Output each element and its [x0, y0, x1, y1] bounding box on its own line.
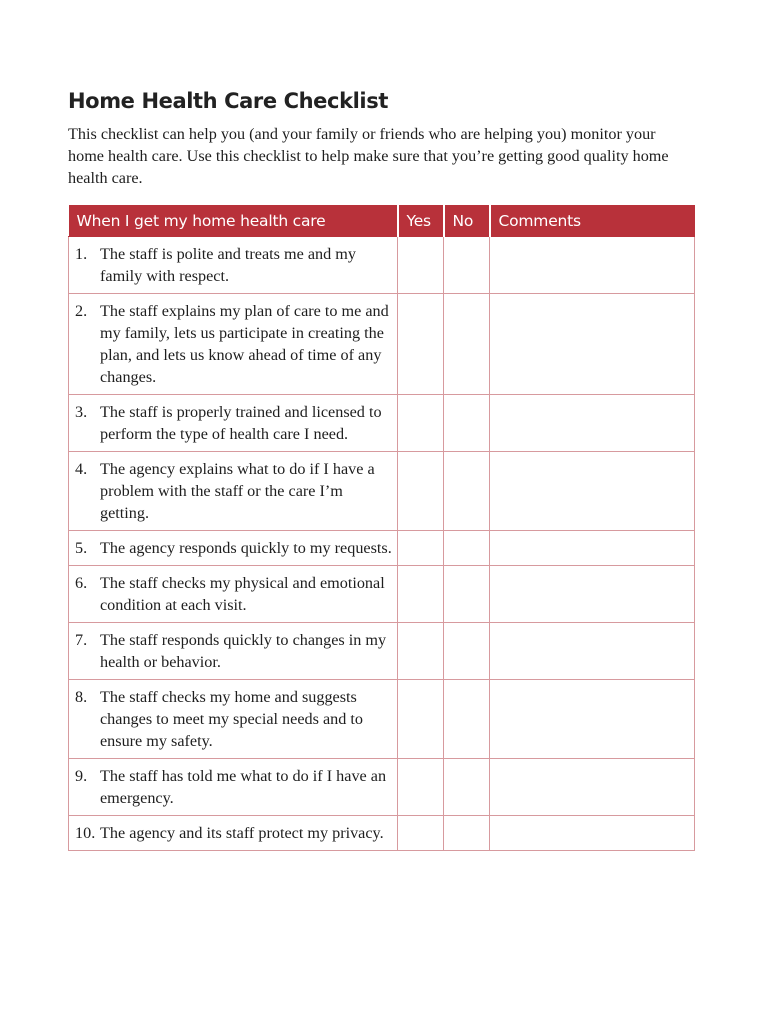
item-text: The staff has told me what to do if I have an emergency. — [100, 767, 387, 807]
item-cell — [69, 395, 398, 452]
item-cell — [69, 452, 398, 531]
no-checkbox-cell[interactable] — [444, 816, 490, 851]
yes-checkbox-cell[interactable] — [398, 680, 444, 759]
yes-checkbox-cell[interactable] — [398, 759, 444, 816]
item-number: 2. — [75, 302, 88, 320]
header-no: No — [444, 205, 490, 237]
yes-checkbox-cell[interactable] — [398, 452, 444, 531]
item-cell — [69, 237, 398, 294]
table-row — [69, 294, 695, 395]
no-checkbox-cell[interactable] — [444, 294, 490, 395]
comment-field[interactable] — [490, 623, 695, 680]
no-checkbox-cell[interactable] — [444, 395, 490, 452]
checklist-body — [69, 237, 695, 851]
comment-field[interactable] — [490, 395, 695, 452]
header-comments: Comments — [490, 205, 695, 237]
comment-field[interactable] — [490, 566, 695, 623]
table-row — [69, 680, 695, 759]
item-text: The agency explains what to do if I have a problem with the staff or the care I’m getting. — [100, 460, 375, 522]
item-number: 4. — [75, 460, 88, 478]
item-cell — [69, 816, 398, 851]
table-row — [69, 395, 695, 452]
comment-field[interactable] — [490, 294, 695, 395]
table-row — [69, 531, 695, 566]
checklist-table — [68, 205, 695, 851]
table-row — [69, 566, 695, 623]
yes-checkbox-cell[interactable] — [398, 237, 444, 294]
item-text: The agency and its staff protect my privacy. — [100, 824, 384, 842]
yes-checkbox-cell[interactable] — [398, 566, 444, 623]
no-checkbox-cell[interactable] — [444, 452, 490, 531]
no-checkbox-cell[interactable] — [444, 623, 490, 680]
document-title: Home Health Care Checklist — [68, 89, 388, 113]
item-cell — [69, 531, 398, 566]
table-row — [69, 623, 695, 680]
comment-field[interactable] — [490, 816, 695, 851]
item-number: 1. — [75, 245, 88, 263]
yes-checkbox-cell[interactable] — [398, 395, 444, 452]
header-yes: Yes — [398, 205, 444, 237]
comment-field[interactable] — [490, 759, 695, 816]
comment-field[interactable] — [490, 452, 695, 531]
item-number: 6. — [75, 574, 88, 592]
item-number: 5. — [75, 539, 88, 557]
yes-checkbox-cell[interactable] — [398, 531, 444, 566]
yes-checkbox-cell[interactable] — [398, 816, 444, 851]
item-text: The staff is polite and treats me and my family with respect. — [100, 245, 356, 285]
item-text: The staff checks my physical and emotional condition at each visit. — [100, 574, 385, 614]
yes-checkbox-cell[interactable] — [398, 623, 444, 680]
table-header-row — [69, 205, 695, 237]
no-checkbox-cell[interactable] — [444, 531, 490, 566]
no-checkbox-cell[interactable] — [444, 680, 490, 759]
header-item: When I get my home health care — [69, 205, 398, 237]
no-checkbox-cell[interactable] — [444, 566, 490, 623]
item-text: The staff responds quickly to changes in my health or behavior. — [100, 631, 387, 671]
comment-field[interactable] — [490, 237, 695, 294]
item-text: The staff is properly trained and licensed to perform the type of health care I need. — [100, 403, 382, 443]
item-number: 8. — [75, 688, 88, 706]
table-row — [69, 452, 695, 531]
item-number: 10. — [75, 824, 96, 842]
table-row — [69, 759, 695, 816]
no-checkbox-cell[interactable] — [444, 759, 490, 816]
item-number: 7. — [75, 631, 88, 649]
yes-checkbox-cell[interactable] — [398, 294, 444, 395]
item-number: 3. — [75, 403, 88, 421]
comment-field[interactable] — [490, 531, 695, 566]
item-cell — [69, 680, 398, 759]
item-text: The staff checks my home and suggests changes to meet my special needs and to ensure my safety. — [100, 688, 363, 750]
table-row — [69, 237, 695, 294]
item-text: The agency responds quickly to my requests. — [100, 539, 392, 557]
item-number: 9. — [75, 767, 88, 785]
comment-field[interactable] — [490, 680, 695, 759]
item-cell — [69, 566, 398, 623]
item-cell — [69, 294, 398, 395]
item-cell — [69, 623, 398, 680]
table-row — [69, 816, 695, 851]
no-checkbox-cell[interactable] — [444, 237, 490, 294]
item-cell — [69, 759, 398, 816]
intro-paragraph: This checklist can help you (and your family or friends who are helping you) monitor your home health care. Use this checklist to help make sure that you’re getting good quality home health care. — [68, 125, 669, 187]
item-text: The staff explains my plan of care to me and my family, lets us participate in creating the plan, and lets us know ahead of time of any changes. — [100, 302, 389, 386]
